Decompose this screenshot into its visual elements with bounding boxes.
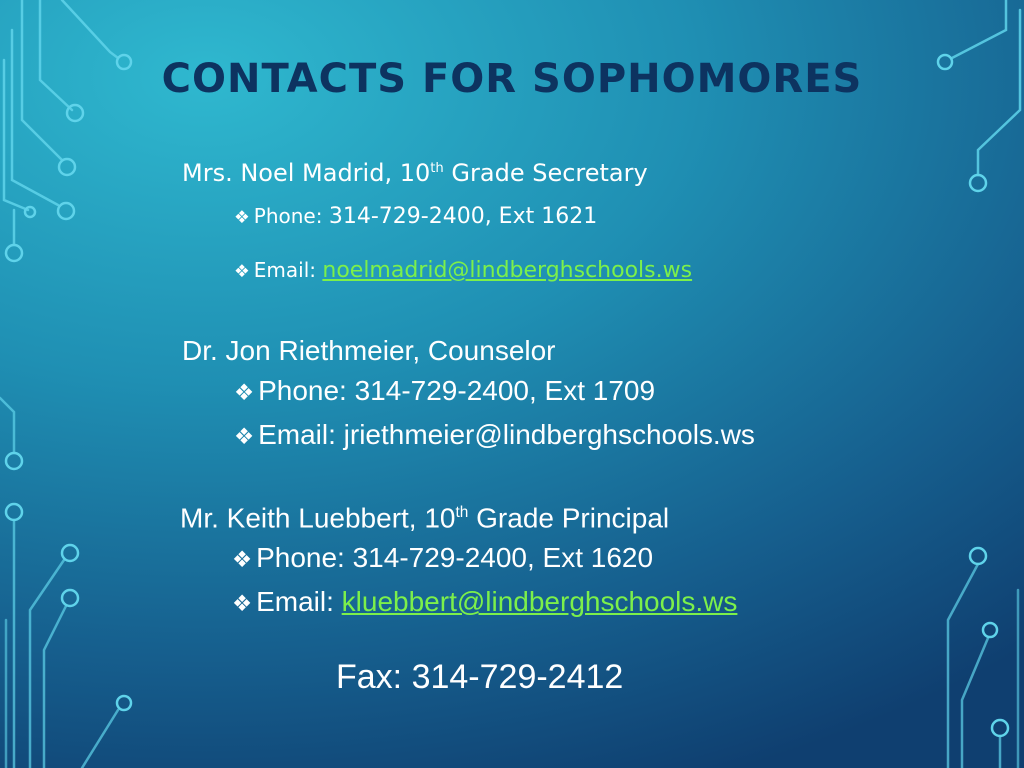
- diamond-bullet-icon: ❖: [234, 208, 250, 228]
- phone-line: ❖ Phone: 314-729-2400, Ext 1709: [234, 375, 656, 406]
- ordinal-suffix: th: [430, 161, 444, 176]
- contact-principal: [180, 494, 737, 625]
- contact-counselor: [182, 332, 755, 458]
- phone-line: ❖ Phone: 314-729-2400, Ext 1621: [234, 204, 598, 229]
- fax-number: Fax: 314-729-2412: [336, 658, 624, 696]
- phone-line: ❖ Phone: 314-729-2400, Ext 1620: [232, 542, 654, 574]
- contact-secretary: [182, 152, 692, 298]
- email-link[interactable]: noelmadrid@lindberghschools.ws: [322, 258, 693, 283]
- diamond-bullet-icon: ❖: [234, 380, 255, 405]
- contact-name: Mrs. Noel Madrid, 10th Grade Secretary: [182, 159, 648, 187]
- ordinal-suffix: th: [455, 504, 469, 521]
- email-link[interactable]: kluebbert@lindberghschools.ws: [341, 586, 738, 618]
- contact-name: Mr. Keith Luebbert, 10th Grade Principal: [180, 502, 670, 534]
- diamond-bullet-icon: ❖: [232, 591, 253, 617]
- diamond-bullet-icon: ❖: [234, 262, 250, 282]
- email-text: jriethmeier@lindberghschools.ws: [343, 419, 755, 450]
- diamond-bullet-icon: ❖: [234, 424, 255, 449]
- phone-number: 314-729-2400, Ext 1620: [352, 542, 654, 574]
- phone-number: 314-729-2400, Ext 1621: [328, 204, 598, 229]
- phone-number: 314-729-2400, Ext 1709: [354, 375, 656, 406]
- diamond-bullet-icon: ❖: [232, 547, 253, 573]
- contact-name: Dr. Jon Riethmeier, Counselor: [182, 335, 556, 366]
- email-line: ❖ Email: kluebbert@lindberghschools.ws: [232, 586, 738, 618]
- slide-title: CONTACTS FOR SOPHOMORES: [161, 56, 863, 102]
- email-line: ❖ Email: noelmadrid@lindberghschools.ws: [234, 258, 693, 283]
- email-line: ❖ Email: jriethmeier@lindberghschools.ws: [234, 419, 755, 450]
